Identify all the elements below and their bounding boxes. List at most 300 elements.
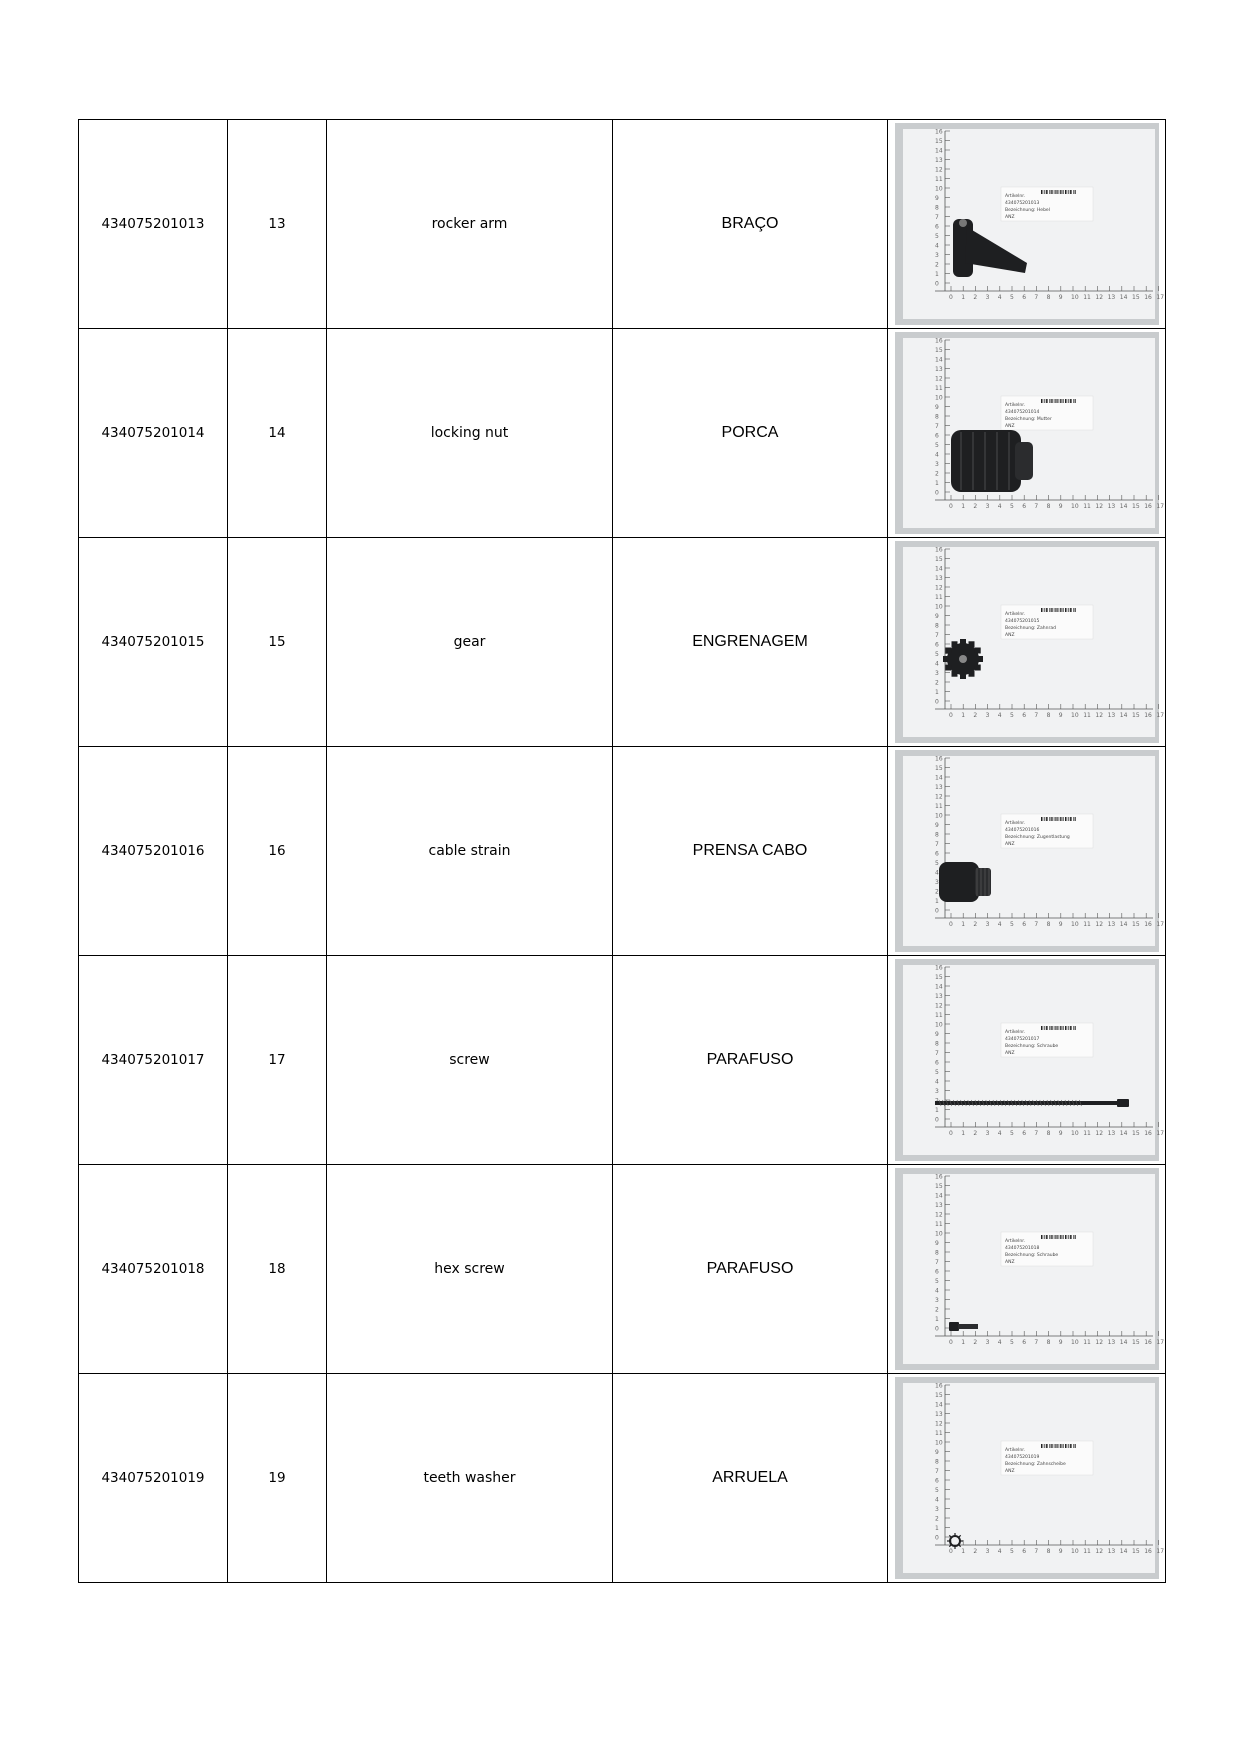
description-portuguese: BRAÇO bbox=[613, 120, 888, 329]
svg-text:2: 2 bbox=[934, 679, 939, 687]
part-photo bbox=[895, 750, 1164, 952]
svg-text:10: 10 bbox=[934, 1439, 943, 1447]
svg-text:ANZ: ANZ bbox=[1004, 215, 1015, 220]
svg-text:5: 5 bbox=[1009, 921, 1014, 928]
svg-text:15: 15 bbox=[934, 765, 943, 772]
svg-text:6: 6 bbox=[934, 1477, 939, 1485]
svg-text:9: 9 bbox=[1058, 1130, 1063, 1137]
svg-text:4: 4 bbox=[934, 242, 939, 250]
svg-text:8: 8 bbox=[934, 1040, 939, 1048]
svg-text:ANZ: ANZ bbox=[1004, 633, 1015, 638]
svg-text:7: 7 bbox=[1033, 921, 1038, 928]
svg-text:1: 1 bbox=[960, 1130, 965, 1137]
svg-text:3: 3 bbox=[985, 294, 989, 301]
svg-text:11: 11 bbox=[1082, 503, 1091, 510]
svg-text:7: 7 bbox=[1033, 1548, 1038, 1555]
cable-strain-photo bbox=[939, 862, 991, 902]
svg-text:6: 6 bbox=[1021, 294, 1026, 301]
svg-text:14: 14 bbox=[1119, 294, 1127, 301]
svg-text:16: 16 bbox=[934, 964, 943, 972]
position-number: 18 bbox=[228, 1165, 327, 1374]
svg-text:11: 11 bbox=[934, 385, 943, 392]
svg-text:1: 1 bbox=[960, 1339, 965, 1346]
description-english: teeth washer bbox=[327, 1374, 613, 1583]
svg-text:16: 16 bbox=[1143, 1130, 1152, 1137]
svg-text:17: 17 bbox=[1155, 1130, 1164, 1137]
svg-text:11: 11 bbox=[934, 1012, 943, 1019]
table-row bbox=[79, 120, 1166, 329]
svg-text:9: 9 bbox=[934, 404, 939, 411]
svg-text:17: 17 bbox=[1155, 712, 1164, 719]
svg-text:16: 16 bbox=[934, 546, 943, 554]
svg-text:5: 5 bbox=[934, 442, 939, 449]
svg-text:15: 15 bbox=[1131, 1130, 1140, 1137]
svg-text:8: 8 bbox=[1046, 1130, 1050, 1137]
svg-text:434075201016: 434075201016 bbox=[1004, 828, 1039, 833]
svg-text:14: 14 bbox=[1119, 1130, 1127, 1137]
svg-text:0: 0 bbox=[948, 1339, 953, 1346]
part-photo-cell bbox=[888, 538, 1166, 747]
svg-text:2: 2 bbox=[934, 1306, 939, 1314]
parts-table-body bbox=[79, 120, 1166, 1583]
svg-text:5: 5 bbox=[1009, 294, 1014, 301]
svg-text:1: 1 bbox=[934, 1525, 939, 1532]
svg-text:1: 1 bbox=[960, 294, 965, 301]
svg-text:9: 9 bbox=[934, 195, 939, 202]
svg-text:Artikelnr.: Artikelnr. bbox=[1004, 1239, 1025, 1244]
svg-text:3: 3 bbox=[985, 712, 989, 719]
svg-text:7: 7 bbox=[1033, 503, 1038, 510]
svg-text:11: 11 bbox=[1082, 1548, 1091, 1555]
svg-text:14: 14 bbox=[934, 774, 943, 782]
svg-text:6: 6 bbox=[934, 1059, 939, 1067]
table-row bbox=[79, 956, 1166, 1165]
svg-text:8: 8 bbox=[934, 1249, 939, 1257]
svg-text:10: 10 bbox=[934, 812, 943, 820]
svg-text:12: 12 bbox=[1094, 1548, 1103, 1555]
svg-text:13: 13 bbox=[1107, 1130, 1115, 1137]
svg-text:14: 14 bbox=[934, 147, 943, 155]
svg-text:3: 3 bbox=[985, 1130, 989, 1137]
svg-text:15: 15 bbox=[1131, 712, 1140, 719]
svg-text:10: 10 bbox=[1070, 1130, 1079, 1137]
svg-text:5: 5 bbox=[934, 1069, 939, 1076]
svg-text:4: 4 bbox=[934, 1287, 939, 1295]
svg-text:16: 16 bbox=[934, 337, 943, 345]
svg-text:17: 17 bbox=[1155, 503, 1164, 510]
svg-text:1: 1 bbox=[934, 689, 939, 696]
svg-text:Artikelnr.: Artikelnr. bbox=[1004, 1030, 1025, 1035]
svg-text:13: 13 bbox=[1107, 1548, 1115, 1555]
svg-text:10: 10 bbox=[1070, 294, 1079, 301]
svg-text:11: 11 bbox=[934, 594, 943, 601]
part-code: 434075201013 bbox=[79, 120, 228, 329]
svg-text:0: 0 bbox=[934, 280, 939, 288]
svg-text:8: 8 bbox=[934, 413, 939, 421]
svg-text:14: 14 bbox=[934, 983, 943, 991]
svg-text:5: 5 bbox=[1009, 1548, 1014, 1555]
svg-text:4: 4 bbox=[997, 1548, 1002, 1555]
part-code: 434075201015 bbox=[79, 538, 228, 747]
part-photo bbox=[895, 123, 1164, 325]
svg-text:Bezeichnung: Mutter: Bezeichnung: Mutter bbox=[1004, 417, 1052, 422]
svg-text:3: 3 bbox=[934, 252, 939, 259]
description-english: cable strain bbox=[327, 747, 613, 956]
svg-text:13: 13 bbox=[934, 993, 943, 1000]
svg-text:2: 2 bbox=[972, 1130, 977, 1137]
svg-text:0: 0 bbox=[948, 1130, 953, 1137]
svg-text:13: 13 bbox=[934, 1202, 943, 1209]
locking-nut-photo bbox=[951, 430, 1033, 492]
svg-text:13: 13 bbox=[934, 1411, 943, 1418]
svg-text:10: 10 bbox=[934, 1230, 943, 1238]
part-photo-cell bbox=[888, 747, 1166, 956]
position-number: 19 bbox=[228, 1374, 327, 1583]
svg-text:15: 15 bbox=[1131, 921, 1140, 928]
svg-text:4: 4 bbox=[934, 869, 939, 877]
svg-text:2: 2 bbox=[972, 1339, 977, 1346]
svg-text:6: 6 bbox=[1021, 921, 1026, 928]
svg-text:17: 17 bbox=[1155, 1548, 1164, 1555]
part-code: 434075201018 bbox=[79, 1165, 228, 1374]
svg-text:12: 12 bbox=[1094, 1130, 1103, 1137]
svg-text:Bezeichnung: Hebel: Bezeichnung: Hebel bbox=[1004, 208, 1050, 213]
description-portuguese: PRENSA CABO bbox=[613, 747, 888, 956]
svg-text:0: 0 bbox=[934, 1534, 939, 1542]
svg-text:16: 16 bbox=[1143, 1339, 1152, 1346]
svg-text:5: 5 bbox=[1009, 712, 1014, 719]
svg-text:5: 5 bbox=[934, 1278, 939, 1285]
svg-text:7: 7 bbox=[934, 423, 939, 430]
part-photo-cell bbox=[888, 120, 1166, 329]
svg-text:0: 0 bbox=[934, 489, 939, 497]
svg-text:15: 15 bbox=[934, 974, 943, 981]
svg-text:15: 15 bbox=[1131, 1339, 1140, 1346]
svg-text:11: 11 bbox=[934, 176, 943, 183]
svg-text:13: 13 bbox=[934, 575, 943, 582]
svg-text:434075201013: 434075201013 bbox=[1004, 201, 1039, 206]
svg-text:2: 2 bbox=[972, 1548, 977, 1555]
svg-text:10: 10 bbox=[1070, 921, 1079, 928]
svg-text:6: 6 bbox=[1021, 1130, 1026, 1137]
svg-text:5: 5 bbox=[934, 1487, 939, 1494]
svg-text:7: 7 bbox=[934, 214, 939, 221]
svg-text:1: 1 bbox=[934, 1107, 939, 1114]
svg-text:11: 11 bbox=[934, 1430, 943, 1437]
svg-text:4: 4 bbox=[997, 294, 1002, 301]
svg-text:5: 5 bbox=[934, 860, 939, 867]
svg-text:8: 8 bbox=[1046, 1339, 1050, 1346]
svg-text:5: 5 bbox=[934, 651, 939, 658]
svg-text:6: 6 bbox=[1021, 1339, 1026, 1346]
svg-text:4: 4 bbox=[934, 451, 939, 459]
description-english: locking nut bbox=[327, 329, 613, 538]
svg-text:15: 15 bbox=[1131, 503, 1140, 510]
svg-text:14: 14 bbox=[1119, 921, 1127, 928]
svg-text:Artikelnr.: Artikelnr. bbox=[1004, 194, 1025, 199]
svg-text:13: 13 bbox=[934, 784, 943, 791]
svg-text:2: 2 bbox=[934, 470, 939, 478]
table-row bbox=[79, 1165, 1166, 1374]
svg-text:6: 6 bbox=[934, 641, 939, 649]
svg-text:8: 8 bbox=[934, 622, 939, 630]
svg-text:6: 6 bbox=[1021, 503, 1026, 510]
svg-text:14: 14 bbox=[1119, 1339, 1127, 1346]
description-portuguese: PARAFUSO bbox=[613, 1165, 888, 1374]
svg-text:ANZ: ANZ bbox=[1004, 842, 1015, 847]
svg-text:9: 9 bbox=[934, 822, 939, 829]
svg-text:13: 13 bbox=[1107, 503, 1115, 510]
svg-text:0: 0 bbox=[948, 712, 953, 719]
svg-text:11: 11 bbox=[934, 1221, 943, 1228]
svg-text:4: 4 bbox=[997, 921, 1002, 928]
svg-text:9: 9 bbox=[1058, 921, 1063, 928]
svg-text:9: 9 bbox=[1058, 1548, 1063, 1555]
svg-text:0: 0 bbox=[948, 921, 953, 928]
svg-text:Artikelnr.: Artikelnr. bbox=[1004, 612, 1025, 617]
svg-text:2: 2 bbox=[972, 294, 977, 301]
svg-text:14: 14 bbox=[934, 1192, 943, 1200]
part-photo-cell bbox=[888, 956, 1166, 1165]
svg-text:7: 7 bbox=[934, 632, 939, 639]
part-photo-cell bbox=[888, 329, 1166, 538]
part-code: 434075201016 bbox=[79, 747, 228, 956]
svg-text:11: 11 bbox=[1082, 921, 1091, 928]
svg-text:5: 5 bbox=[1009, 503, 1014, 510]
svg-text:7: 7 bbox=[1033, 1339, 1038, 1346]
svg-text:0: 0 bbox=[934, 1116, 939, 1124]
svg-text:2: 2 bbox=[934, 888, 939, 896]
table-row bbox=[79, 538, 1166, 747]
svg-text:7: 7 bbox=[934, 1468, 939, 1475]
svg-text:10: 10 bbox=[934, 185, 943, 193]
svg-text:16: 16 bbox=[1143, 921, 1152, 928]
svg-text:4: 4 bbox=[997, 1339, 1002, 1346]
svg-text:7: 7 bbox=[1033, 712, 1038, 719]
svg-text:8: 8 bbox=[934, 204, 939, 212]
part-photo bbox=[895, 1377, 1164, 1579]
svg-text:Bezeichnung: Schraube: Bezeichnung: Schraube bbox=[1004, 1253, 1058, 1258]
svg-text:16: 16 bbox=[934, 1382, 943, 1390]
svg-text:14: 14 bbox=[934, 565, 943, 573]
svg-text:4: 4 bbox=[997, 503, 1002, 510]
svg-text:12: 12 bbox=[934, 1211, 943, 1219]
svg-text:6: 6 bbox=[934, 1268, 939, 1276]
part-photo bbox=[895, 332, 1164, 534]
svg-text:7: 7 bbox=[934, 1050, 939, 1057]
svg-text:3: 3 bbox=[985, 1548, 989, 1555]
svg-text:11: 11 bbox=[1082, 1339, 1091, 1346]
svg-text:2: 2 bbox=[972, 503, 977, 510]
svg-text:Bezeichnung: Zahnscheibe: Bezeichnung: Zahnscheibe bbox=[1004, 1462, 1066, 1467]
position-number: 17 bbox=[228, 956, 327, 1165]
svg-text:9: 9 bbox=[934, 1240, 939, 1247]
svg-text:5: 5 bbox=[1009, 1339, 1014, 1346]
svg-text:ANZ: ANZ bbox=[1004, 1051, 1015, 1056]
svg-text:15: 15 bbox=[934, 556, 943, 563]
parts-table bbox=[78, 119, 1166, 1583]
svg-text:9: 9 bbox=[934, 613, 939, 620]
part-photo bbox=[895, 959, 1164, 1161]
svg-text:9: 9 bbox=[1058, 294, 1063, 301]
svg-text:Artikelnr.: Artikelnr. bbox=[1004, 821, 1025, 826]
svg-text:15: 15 bbox=[934, 1392, 943, 1399]
svg-text:12: 12 bbox=[934, 793, 943, 801]
svg-text:Bezeichnung: Schraube: Bezeichnung: Schraube bbox=[1004, 1044, 1058, 1049]
svg-text:15: 15 bbox=[934, 138, 943, 145]
part-code: 434075201014 bbox=[79, 329, 228, 538]
svg-text:11: 11 bbox=[1082, 712, 1091, 719]
svg-text:12: 12 bbox=[1094, 712, 1103, 719]
svg-text:11: 11 bbox=[1082, 1130, 1091, 1137]
svg-text:12: 12 bbox=[934, 375, 943, 383]
svg-text:1: 1 bbox=[934, 898, 939, 905]
svg-text:0: 0 bbox=[948, 294, 953, 301]
svg-text:13: 13 bbox=[1107, 921, 1115, 928]
svg-text:11: 11 bbox=[934, 803, 943, 810]
svg-text:8: 8 bbox=[1046, 712, 1050, 719]
svg-text:7: 7 bbox=[1033, 294, 1038, 301]
svg-text:6: 6 bbox=[1021, 1548, 1026, 1555]
svg-text:17: 17 bbox=[1155, 294, 1164, 301]
svg-text:ANZ: ANZ bbox=[1004, 1469, 1015, 1474]
table-row bbox=[79, 1374, 1166, 1583]
svg-text:434075201014: 434075201014 bbox=[1004, 410, 1039, 415]
svg-text:3: 3 bbox=[934, 461, 939, 468]
svg-text:Artikelnr.: Artikelnr. bbox=[1004, 1448, 1025, 1453]
svg-text:Artikelnr.: Artikelnr. bbox=[1004, 403, 1025, 408]
svg-text:13: 13 bbox=[934, 157, 943, 164]
svg-text:12: 12 bbox=[1094, 294, 1103, 301]
svg-text:12: 12 bbox=[1094, 1339, 1103, 1346]
svg-text:6: 6 bbox=[934, 432, 939, 440]
svg-text:4: 4 bbox=[997, 712, 1002, 719]
svg-text:4: 4 bbox=[934, 1078, 939, 1086]
svg-text:1: 1 bbox=[934, 271, 939, 278]
svg-text:4: 4 bbox=[997, 1130, 1002, 1137]
svg-text:10: 10 bbox=[934, 1021, 943, 1029]
svg-text:ANZ: ANZ bbox=[1004, 424, 1015, 429]
svg-text:7: 7 bbox=[934, 1259, 939, 1266]
svg-text:12: 12 bbox=[934, 584, 943, 592]
svg-text:7: 7 bbox=[1033, 1130, 1038, 1137]
svg-text:3: 3 bbox=[934, 1297, 939, 1304]
svg-text:16: 16 bbox=[1143, 712, 1152, 719]
svg-text:Bezeichnung: Zugentlastung: Bezeichnung: Zugentlastung bbox=[1004, 835, 1070, 840]
description-portuguese: PARAFUSO bbox=[613, 956, 888, 1165]
svg-text:4: 4 bbox=[934, 660, 939, 668]
svg-text:17: 17 bbox=[1155, 921, 1164, 928]
svg-text:12: 12 bbox=[934, 1420, 943, 1428]
svg-text:10: 10 bbox=[1070, 503, 1079, 510]
svg-text:11: 11 bbox=[1082, 294, 1091, 301]
svg-text:1: 1 bbox=[960, 921, 965, 928]
svg-text:16: 16 bbox=[934, 128, 943, 136]
svg-text:10: 10 bbox=[1070, 1339, 1079, 1346]
description-english: gear bbox=[327, 538, 613, 747]
svg-text:12: 12 bbox=[1094, 503, 1103, 510]
part-code: 434075201019 bbox=[79, 1374, 228, 1583]
svg-text:14: 14 bbox=[1119, 503, 1127, 510]
svg-text:10: 10 bbox=[934, 394, 943, 402]
svg-text:4: 4 bbox=[934, 1496, 939, 1504]
position-number: 13 bbox=[228, 120, 327, 329]
svg-text:3: 3 bbox=[934, 1506, 939, 1513]
svg-text:0: 0 bbox=[948, 503, 953, 510]
svg-text:13: 13 bbox=[934, 366, 943, 373]
svg-text:8: 8 bbox=[1046, 921, 1050, 928]
svg-text:1: 1 bbox=[934, 480, 939, 487]
table-row bbox=[79, 329, 1166, 538]
svg-text:3: 3 bbox=[985, 921, 989, 928]
svg-text:434075201015: 434075201015 bbox=[1004, 619, 1039, 624]
svg-text:1: 1 bbox=[960, 712, 965, 719]
svg-text:7: 7 bbox=[934, 841, 939, 848]
svg-text:1: 1 bbox=[934, 1316, 939, 1323]
svg-text:9: 9 bbox=[934, 1449, 939, 1456]
svg-text:14: 14 bbox=[1119, 712, 1127, 719]
svg-text:10: 10 bbox=[1070, 712, 1079, 719]
svg-text:ANZ: ANZ bbox=[1004, 1260, 1015, 1265]
svg-text:3: 3 bbox=[985, 503, 989, 510]
svg-text:8: 8 bbox=[1046, 503, 1050, 510]
svg-text:14: 14 bbox=[934, 356, 943, 364]
description-english: hex screw bbox=[327, 1165, 613, 1374]
svg-text:16: 16 bbox=[934, 1173, 943, 1181]
svg-text:434075201019: 434075201019 bbox=[1004, 1455, 1039, 1460]
svg-text:6: 6 bbox=[934, 223, 939, 231]
svg-text:9: 9 bbox=[1058, 1339, 1063, 1346]
svg-text:6: 6 bbox=[1021, 712, 1026, 719]
description-english: screw bbox=[327, 956, 613, 1165]
svg-text:2: 2 bbox=[972, 712, 977, 719]
svg-text:0: 0 bbox=[934, 907, 939, 915]
svg-text:13: 13 bbox=[1107, 1339, 1115, 1346]
svg-text:9: 9 bbox=[1058, 503, 1063, 510]
svg-text:16: 16 bbox=[934, 755, 943, 763]
svg-text:12: 12 bbox=[1094, 921, 1103, 928]
svg-text:3: 3 bbox=[934, 879, 939, 886]
position-number: 14 bbox=[228, 329, 327, 538]
table-row bbox=[79, 747, 1166, 956]
svg-text:16: 16 bbox=[1143, 294, 1152, 301]
svg-text:6: 6 bbox=[934, 850, 939, 858]
svg-text:2: 2 bbox=[934, 1515, 939, 1523]
svg-text:3: 3 bbox=[985, 1339, 989, 1346]
description-portuguese: ENGRENAGEM bbox=[613, 538, 888, 747]
part-photo-cell bbox=[888, 1374, 1166, 1583]
svg-text:16: 16 bbox=[1143, 503, 1152, 510]
part-photo-cell bbox=[888, 1165, 1166, 1374]
svg-text:2: 2 bbox=[972, 921, 977, 928]
svg-text:15: 15 bbox=[934, 1183, 943, 1190]
svg-text:10: 10 bbox=[934, 603, 943, 611]
svg-text:434075201017: 434075201017 bbox=[1004, 1037, 1039, 1042]
position-number: 15 bbox=[228, 538, 327, 747]
svg-text:2: 2 bbox=[934, 261, 939, 269]
svg-text:13: 13 bbox=[1107, 294, 1115, 301]
svg-text:434075201018: 434075201018 bbox=[1004, 1246, 1039, 1251]
svg-text:14: 14 bbox=[1119, 1548, 1127, 1555]
svg-text:Bezeichnung: Zahnrad: Bezeichnung: Zahnrad bbox=[1004, 626, 1056, 631]
position-number: 16 bbox=[228, 747, 327, 956]
part-code: 434075201017 bbox=[79, 956, 228, 1165]
svg-text:0: 0 bbox=[948, 1548, 953, 1555]
svg-text:8: 8 bbox=[934, 1458, 939, 1466]
part-photo bbox=[895, 541, 1164, 743]
svg-text:12: 12 bbox=[934, 1002, 943, 1010]
svg-text:8: 8 bbox=[1046, 1548, 1050, 1555]
